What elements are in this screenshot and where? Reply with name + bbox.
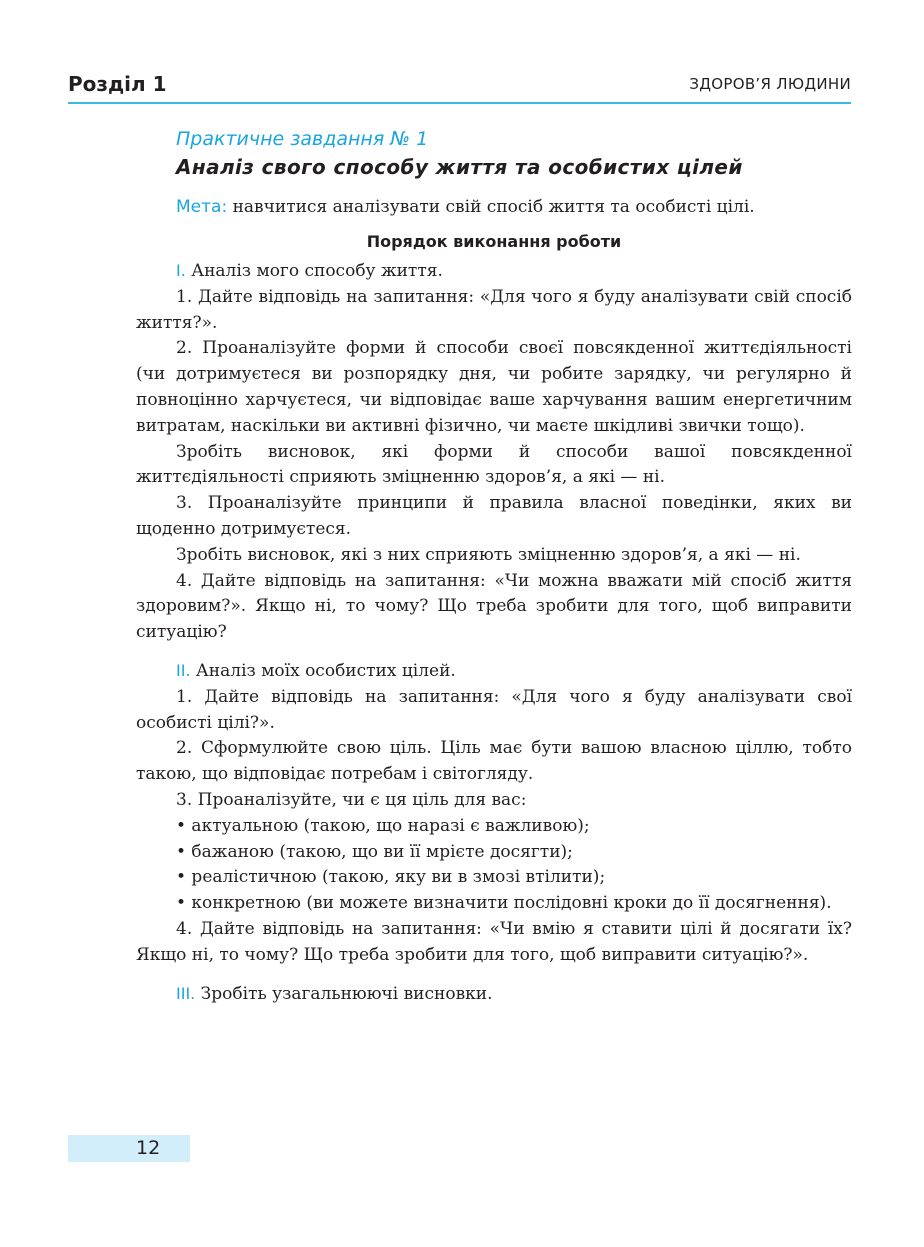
chapter-title: ЗДОРОВ’Я ЛЮДИНИ (689, 75, 851, 93)
part-1-item: 3. Проаналізуйте принципи й правила власної поведінки, яких ви щоденно дотримуєтеся. (136, 493, 852, 539)
part-2-title: Аналіз моїх особистих цілей. (190, 660, 456, 681)
goal (176, 194, 852, 220)
part-2-number: II. (176, 660, 191, 680)
part-1-item: 1. Дайте відповідь на запитання: «Для чого я буду аналізувати свій спосіб життя?». (136, 286, 852, 333)
section-label: Розділ 1 (68, 72, 167, 96)
part-1-item: Зробіть висновок, які форми й способи вашої повсякденної життєдіяльності сприяють зміцненню здоров’я, а які — ні. (136, 441, 852, 488)
part-3-heading (136, 981, 852, 1008)
part-1-title: Аналіз мого способу життя. (185, 261, 443, 281)
procedure-heading: Порядок виконання роботи (366, 232, 622, 251)
bullet-item: • конкретною (ви можете визначити послідовні кроки до її досягнення). (176, 893, 832, 914)
part-1-item: Зробіть висновок, які з них сприяють зміцненню здоров’я, а які — ні. (176, 544, 801, 565)
page-number-box (68, 1135, 190, 1162)
part-3-title: Зробіть узагальнюючі висновки. (195, 983, 493, 1004)
goal-label: Мета: (176, 197, 228, 217)
part-1-item: 4. Дайте відповідь на запитання: «Чи можна вважати мій спосіб життя здоровим?». Якщо ні, то чому? Що треба зробити для того, щоб виправити ситуацію? (136, 570, 852, 643)
task-label: Практичне завдання № 1 (176, 128, 429, 150)
part-3-number: III. (176, 983, 196, 1003)
bullet-item: • реалістичною (такою, яку ви в змозі втілити); (176, 867, 606, 888)
task-title: Аналіз свого способу життя та особистих цілей (176, 155, 743, 179)
bullet-item: • бажаною (такою, що ви її мрієте досягти); (176, 841, 573, 862)
part-1-item: 2. Проаналізуйте форми й способи своєї повсякденної життєдіяльності (чи дотримуєтеся ви розпорядку дня, чи робите зарядку, чи регулярно й повноцінно харчуєтеся, чи відповідає ваше харчування вашим енергетичним витратам, наскільки ви активні фізично, чи маєте шкідливі звички тощо). (136, 338, 852, 436)
part-2-item: 4. Дайте відповідь на запитання: «Чи вмію я ставити цілі й досягати їх? Якщо ні, то чому? Що треба зробити для того, щоб виправити ситуацію?». (136, 918, 852, 965)
part-2-item: 1. Дайте відповідь на запитання: «Для чого я буду аналізувати свої особисті цілі?». (136, 686, 852, 733)
goal-text: навчитися аналізувати свій спосіб життя та особисті цілі. (227, 197, 755, 217)
part-2-heading (136, 658, 852, 685)
page-header (68, 72, 851, 100)
part-1-heading (136, 258, 852, 285)
part-2-item: 2. Сформулюйте свою ціль. Ціль має бути вашою власною ціллю, тобто такою, що відповідає потребам і світогляду. (136, 738, 852, 785)
header-rule (68, 102, 851, 104)
part-2-item: 3. Проаналізуйте, чи є ця ціль для вас: (176, 789, 527, 810)
page-number: 12 (136, 1137, 161, 1159)
main-content (136, 126, 852, 1007)
bullet-item: • актуальною (такою, що наразі є важливою); (176, 815, 590, 836)
part-1-number: I. (176, 261, 186, 280)
